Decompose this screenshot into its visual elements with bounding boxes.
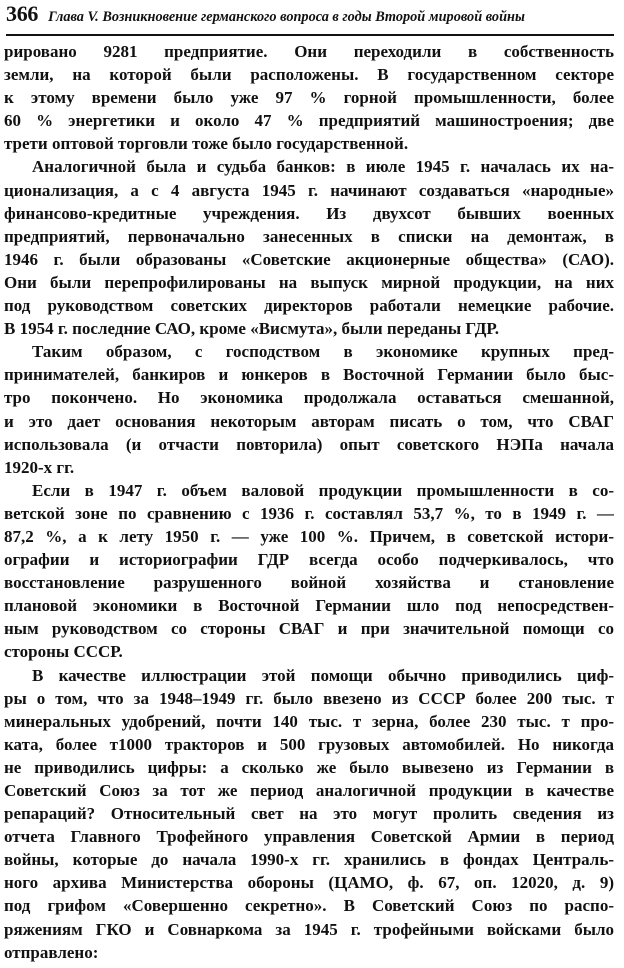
text-line: принимателей, банкиров и юнкеров в Восточной Германии было быс- <box>4 365 614 385</box>
text-line: стороны СССР. <box>4 642 123 662</box>
text-line: под руководством советских директоров работали немецкие рабочие. <box>4 296 614 316</box>
text-line: отправлено: <box>4 942 99 962</box>
text-line: использовала (и отчасти повторила) опыт советского НЭПа начала <box>4 434 614 454</box>
text-line: к этому времени было уже 97 % горной промышленности, более <box>4 88 614 108</box>
text-line: предприятий, первоначально занесенных в списки на демонтаж, в <box>4 226 614 246</box>
text-line: войны, которые до начала 1990-х гг. хранились в фондах Централь- <box>4 850 614 870</box>
body-text <box>4 40 614 964</box>
paragraph <box>4 664 614 964</box>
paragraph <box>4 155 614 340</box>
text-line: Они были перепрофилированы на выпуск мирной продукции, на них <box>4 272 614 292</box>
text-line: отчета Главного Трофейного управления Советской Армии в период <box>4 827 614 847</box>
text-line: ционализация, а с 4 августа 1945 г. начинают создаваться «народные» <box>4 180 614 200</box>
text-line: В качестве иллюстрации этой помощи обычно приводились циф- <box>32 665 614 685</box>
text-line: и это дает основания некоторым авторам писать о том, что СВАГ <box>4 411 614 431</box>
text-line: ографии и историографии ГДР всегда особо подчеркивалось, что <box>4 550 614 570</box>
paragraph <box>4 479 614 664</box>
page-header <box>6 0 614 36</box>
text-line: ного архива Министерства обороны (ЦАМО, ф. 67, оп. 12020, д. 9) <box>4 873 614 893</box>
text-line: земли, на которой были расположены. В государственном секторе <box>4 65 614 85</box>
text-line: Аналогичной была и судьба банков: в июле 1945 г. началась их на- <box>32 157 614 177</box>
text-line: ветской зоне по сравнению с 1936 г. составлял 53,7 %, то в 1949 г. — <box>4 503 614 523</box>
text-line: Если в 1947 г. объем валовой продукции промышленности в со- <box>32 480 614 500</box>
text-line: финансово-кредитные учреждения. Из двухсот бывших военных <box>4 203 614 223</box>
text-line: 1920-х гг. <box>4 457 75 477</box>
text-line: В 1954 г. последние САО, кроме «Висмута», были переданы ГДР. <box>4 319 499 339</box>
text-line: репараций? Относительный свет на это могут пролить сведения из <box>4 804 614 824</box>
text-line: 60 % энергетики и около 47 % предприятий машиностроения; две <box>4 111 614 131</box>
text-line: минеральных удобрений, почти 140 тыс. т зерна, более 230 тыс. т про- <box>4 711 614 731</box>
text-line: плановой экономики в Восточной Германии шло под непосредствен- <box>4 596 614 616</box>
text-line: ряжениям ГКО и Совнаркома за 1945 г. трофейными войсками было <box>4 919 614 939</box>
text-line: тро покончено. Но экономика продолжала оставаться смешанной, <box>4 388 614 408</box>
text-line: ры о том, что за 1948–1949 гг. было ввезено из СССР более 200 тыс. т <box>4 688 614 708</box>
paragraph <box>4 40 614 155</box>
text-line: 1946 г. были образованы «Советские акционерные общества» (САО). <box>4 249 614 269</box>
text-line: ным руководством со стороны СВАГ и при значительной помощи со <box>4 619 614 639</box>
paragraph <box>4 340 614 479</box>
text-line: не приводились цифры: а сколько же было вывезено из Германии в <box>4 757 614 777</box>
text-line: восстановление разрушенного войной хозяйства и становление <box>4 573 614 593</box>
text-line: Советский Союз за тот же период аналогичной продукции в качестве <box>4 781 614 800</box>
text-line: Таким образом, с господством в экономике крупных пред- <box>32 342 614 362</box>
text-line: ката, более т1000 тракторов и 500 грузовых автомобилей. Но никогда <box>4 734 614 754</box>
text-line: под грифом «Совершенно секретно». В Советский Союз по распо- <box>4 896 614 916</box>
text-line: 87,2 %, а к лету 1950 г. — уже 100 %. Причем, в советской истори- <box>4 526 614 546</box>
text-line: трети оптовой торговли тоже было государственной. <box>4 134 409 154</box>
page-number: 366 <box>6 1 39 26</box>
running-title: Глава V. Возникновение германского вопроса в годы Второй мировой войны <box>48 9 525 25</box>
text-line: рировано 9281 предприятие. Они переходили в собственность <box>4 42 614 61</box>
